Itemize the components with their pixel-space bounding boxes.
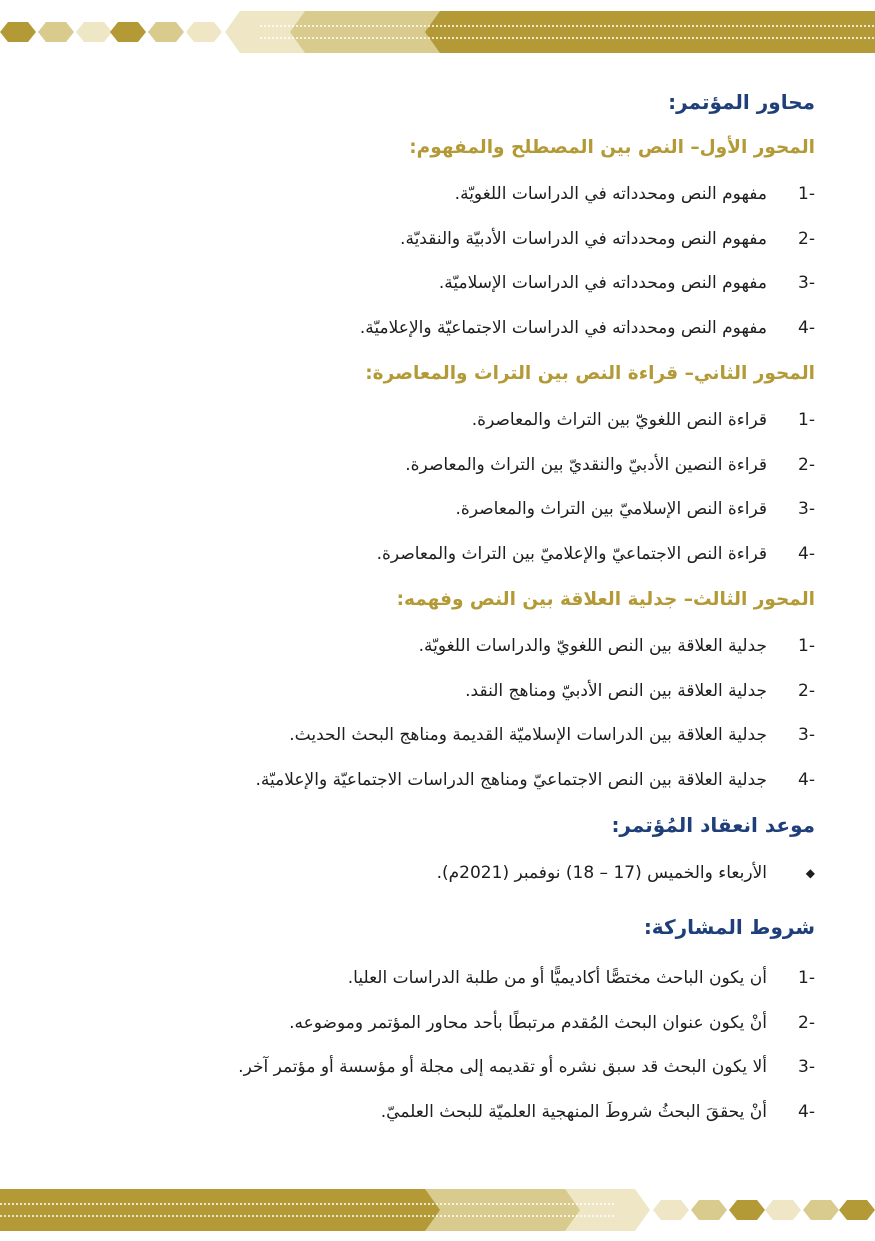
item-number: 1- [798, 410, 815, 431]
item-text: مفهوم النص ومحدداته في الدراسات اللغويّة. [454, 184, 767, 205]
item-number: 1- [798, 968, 815, 989]
axis-3-list [60, 624, 815, 802]
list-item [60, 487, 815, 532]
list-item [60, 956, 815, 1001]
axis-1-title: المحور الأول– النص بين المصطلح والمفهوم: [409, 136, 815, 158]
item-number: 1- [798, 636, 815, 657]
axis-2-list [60, 398, 815, 576]
list-item [60, 713, 815, 758]
item-text: مفهوم النص ومحدداته في الدراسات الأدبيّة والنقديّة. [400, 228, 767, 249]
list-item [60, 1045, 815, 1090]
date-heading: موعد انعقاد المُؤتمر: [611, 813, 815, 837]
item-text: أن يكون الباحث مختصًّا أكاديميًّا أو من طلبة الدراسات العليا. [347, 968, 767, 989]
item-number: 2- [798, 680, 815, 701]
item-text: قراءة النص اللغويّ بين التراث والمعاصرة. [471, 410, 767, 431]
axes-heading-row [60, 80, 815, 124]
list-item [60, 532, 815, 577]
list-item [60, 1090, 815, 1135]
axis-2-heading-row [60, 350, 815, 398]
item-number: 1- [798, 184, 815, 205]
list-item [60, 261, 815, 306]
item-number: 3- [798, 725, 815, 746]
item-text: جدلية العلاقة بين النص اللغويّ والدراسات اللغويّة. [418, 636, 767, 657]
axis-1-list [60, 172, 815, 350]
item-text: ألا يكون البحث قد سبق نشره أو تقديمه إلى مجلة أو مؤسسة أو مؤتمر آخر. [238, 1057, 767, 1078]
list-item [60, 624, 815, 669]
item-text: قراءة النص الاجتماعيّ والإعلاميّ بين التراث والمعاصرة. [376, 543, 767, 564]
list-item [60, 306, 815, 351]
list-item [60, 758, 815, 803]
item-text: مفهوم النص ومحدداته في الدراسات الاجتماعيّة والإعلاميّة. [359, 317, 767, 338]
list-item [60, 172, 815, 217]
item-number: 2- [798, 454, 815, 475]
list-item [60, 669, 815, 714]
date-heading-row [60, 802, 815, 848]
item-number: 2- [798, 228, 815, 249]
item-number: 4- [798, 317, 815, 338]
axis-2-title: المحور الثاني– قراءة النص بين التراث والمعاصرة: [365, 362, 815, 384]
hexagon-row-icon [653, 1200, 875, 1220]
bottom-decorative-band [0, 1188, 875, 1232]
conditions-list [60, 956, 815, 1134]
item-number: 3- [798, 499, 815, 520]
item-text: قراءة النص الإسلاميّ بين التراث والمعاصرة. [455, 499, 767, 520]
date-list [60, 848, 815, 898]
list-item [60, 1001, 815, 1046]
list-item [60, 848, 815, 898]
date-text: الأربعاء والخميس (17 – 18) نوفمبر (2021م). [436, 863, 767, 883]
item-text: قراءة النصين الأدبيّ والنقديّ بين التراث والمعاصرة. [405, 454, 767, 475]
axes-heading: محاور المؤتمر: [668, 90, 815, 114]
hexagon-row-icon [0, 22, 222, 42]
item-text: مفهوم النص ومحدداته في الدراسات الإسلاميّة. [438, 273, 767, 294]
item-number: 3- [798, 1057, 815, 1078]
list-item [60, 217, 815, 262]
item-text: أنْ يكون عنوان البحث المُقدم مرتبطًا بأحد محاور المؤتمر وموضوعه. [289, 1012, 767, 1033]
list-item [60, 443, 815, 488]
axis-3-heading-row [60, 576, 815, 624]
diamond-bullet-icon: ◆ [805, 866, 815, 880]
item-number: 4- [798, 543, 815, 564]
item-text: جدلية العلاقة بين الدراسات الإسلاميّة القديمة ومناهج البحث الحديث. [289, 725, 767, 746]
item-number: 2- [798, 1012, 815, 1033]
list-item [60, 398, 815, 443]
conditions-heading-row [60, 898, 815, 956]
top-decorative-band [0, 10, 875, 54]
item-number: 4- [798, 769, 815, 790]
axis-3-title: المحور الثالث– جدلية العلاقة بين النص وفهمه: [396, 588, 815, 610]
document-body [60, 80, 815, 1134]
item-text: جدلية العلاقة بين النص الاجتماعيّ ومناهج الدراسات الاجتماعيّة والإعلاميّة. [255, 769, 767, 790]
item-number: 3- [798, 273, 815, 294]
item-number: 4- [798, 1101, 815, 1122]
axis-1-heading-row [60, 124, 815, 172]
conditions-heading: شروط المشاركة: [643, 915, 815, 939]
item-text: جدلية العلاقة بين النص الأدبيّ ومناهج النقد. [465, 680, 767, 701]
item-text: أنْ يحققَ البحثُ شروطَ المنهجية العلميّة للبحث العلميّ. [380, 1101, 767, 1122]
